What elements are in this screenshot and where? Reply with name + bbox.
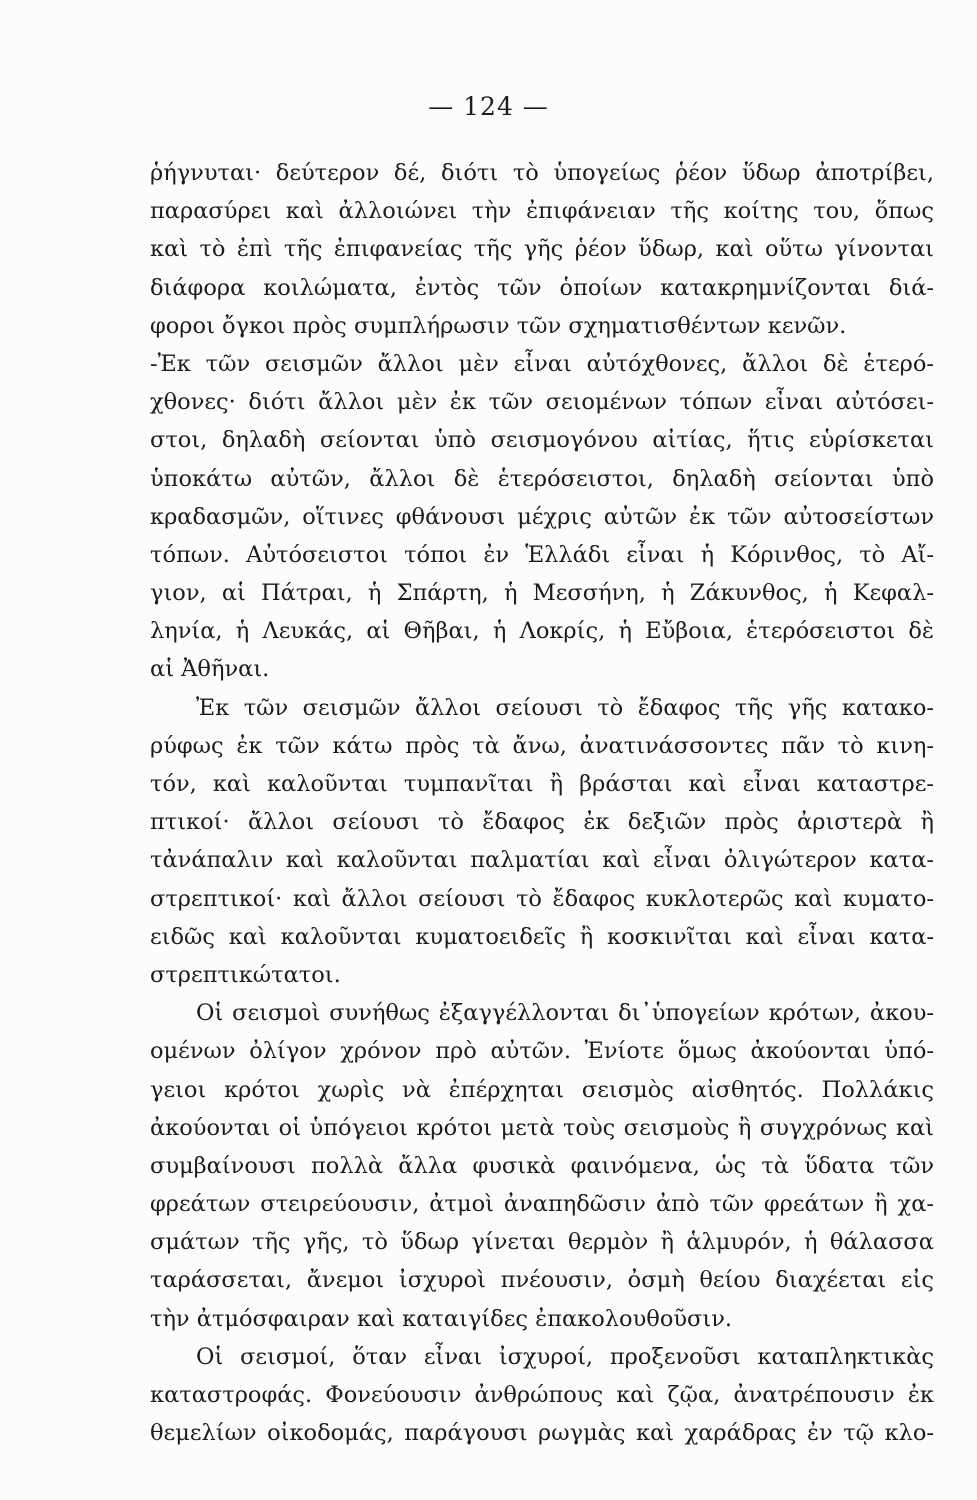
text-line: θεμελίων οἰκοδομάς, παράγουσι ρωγμὰς καὶ χαράδρας ἐν τῷ κλο- [150, 1420, 934, 1447]
text-line: σμάτων τῆς γῆς, τὸ ὕδωρ γίνεται θερμὸν ἢ ἁλμυρόν, ἡ θάλασσα [150, 1229, 934, 1256]
text-line: καταστροφάς. Φονεύουσιν ἀνθρώπους καὶ ζῷα, ἀνατρέπουσιν ἐκ [150, 1382, 934, 1408]
text-line: τόν, καὶ καλοῦνται τυμπανῖται ἢ βράσται καὶ εἶναι καταστρε- [150, 771, 934, 797]
text-line: ἀκούονται οἱ ὑπόγειοι κρότοι μετὰ τοὺς σεισμοὺς ἢ συγχρόνως καὶ [150, 1114, 934, 1141]
body-text [150, 154, 934, 1452]
text-line: καὶ τὸ ἐπὶ τῆς ἐπιφανείας τῆς γῆς ῥέον ὕδωρ, καὶ οὕτω γίνονται [150, 236, 934, 263]
text-line: διάφορα κοιλώματα, ἐντὸς τῶν ὁποίων κατακρημνίζονται διά- [150, 274, 934, 301]
text-line: παρασύρει καὶ ἀλλοιώνει τὴν ἐπιφάνειαν τῆς κοίτης του, ὅπως [150, 198, 934, 225]
text-line: Οἱ σεισμοὶ συνήθως ἐξαγγέλλονται δι᾽ὑπογείων κρότων, ἀκου- [196, 1000, 934, 1027]
text-line: ὑποκάτω αὐτῶν, ἄλλοι δὲ ἑτερόσειστοι, δηλαδὴ σείονται ὑπὸ [150, 465, 934, 492]
text-line: τόπων. Αὐτόσειστοι τόποι ἐν Ἑλλάδι εἶναι ἡ Κόρινθος, τὸ Αἴ- [150, 541, 934, 568]
text-line: τὴν ἀτμόσφαιραν καὶ καταιγίδες ἐπακολουθοῦσιν. [150, 1305, 733, 1332]
text-line: συμβαίνουσι πολλὰ ἄλλα φυσικὰ φαινόμενα, ὡς τὰ ὕδατα τῶν [150, 1152, 934, 1179]
text-line: χθονες· διότι ἄλλοι μὲν ἐκ τῶν σειομένων τόπων εἶναι αὐτόσει- [150, 389, 934, 416]
text-line: ειδῶς καὶ καλοῦνται κυματοειδεῖς ἢ κοσκινῖται καὶ εἶναι κατα- [150, 923, 934, 950]
text-line: ομένων ὀλίγον χρόνον πρὸ αὐτῶν. Ἐνίοτε ὅμως ἀκούονται ὑπό- [150, 1038, 934, 1065]
text-line: κραδασμῶν, οἵτινες φθάνουσι μέχρις αὐτῶν ἐκ τῶν αὐτοσείστων [150, 503, 934, 530]
page-number: — 124 — [428, 92, 549, 121]
text-line: γειοι κρότοι χωρὶς νὰ ἐπέρχηται σεισμὸς αἰσθητός. Πολλάκις [150, 1076, 934, 1103]
text-line: ληνία, ἡ Λευκάς, αἱ Θῆβαι, ἡ Λοκρίς, ἡ Εὔβοια, ἑτερόσειστοι δὲ [150, 618, 934, 645]
text-line: στοι, δηλαδὴ σείονται ὑπὸ σεισμογόνου αἰτίας, ἥτις εὑρίσκεται [150, 427, 934, 454]
text-line: στρεπτικώτατοι. [150, 961, 341, 988]
text-line: γιον, αἱ Πάτραι, ἡ Σπάρτη, ἡ Μεσσήνη, ἡ Ζάκυνθος, ἡ Κεφαλ- [150, 580, 934, 607]
text-line: φοροι ὄγκοι πρὸς συμπλήρωσιν τῶν σχηματισθέντων κενῶν. [150, 312, 847, 339]
text-line: ταράσσεται, ἄνεμοι ἰσχυροὶ πνέουσιν, ὀσμὴ θείου διαχέεται εἰς [150, 1267, 934, 1294]
text-line: ῥήγνυται· δεύτερον δέ, διότι τὸ ὑπογείως ῥέον ὕδωρ ἀποτρίβει, [150, 160, 934, 186]
text-line: Οἱ σεισμοί, ὅταν εἶναι ἰσχυροί, προξενοῦσι καταπληκτικὰς [196, 1343, 934, 1370]
text-line: Ἐκ τῶν σεισμῶν ἄλλοι σείουσι τὸ ἔδαφος τῆς γῆς κατακο- [196, 694, 934, 721]
text-line: πτικοί· ἄλλοι σείουσι τὸ ἔδαφος ἐκ δεξιῶν πρὸς ἀριστερὰ ἢ [150, 809, 934, 836]
text-line: φρεάτων στειρεύουσιν, ἀτμοὶ ἀναπηδῶσιν ἀπὸ τῶν φρεάτων ἢ χα- [150, 1191, 934, 1218]
text-line: αἱ Ἀθῆναι. [150, 656, 270, 683]
text-line: -Ἐκ τῶν σεισμῶν ἄλλοι μὲν εἶναι αὐτόχθονες, ἄλλοι δὲ ἑτερό- [150, 350, 934, 377]
text-line: στρεπτικοί· καὶ ἄλλοι σείουσι τὸ ἔδαφος κυκλοτερῶς καὶ κυματο- [150, 885, 934, 912]
text-line: ρύφως ἐκ τῶν κάτω πρὸς τὰ ἄνω, ἀνατινάσσοντες πᾶν τὸ κινη- [150, 732, 934, 759]
text-line: τἀνάπαλιν καὶ καλοῦνται παλματίαι καὶ εἶναι ὀλιγώτερον κατα- [150, 847, 934, 874]
